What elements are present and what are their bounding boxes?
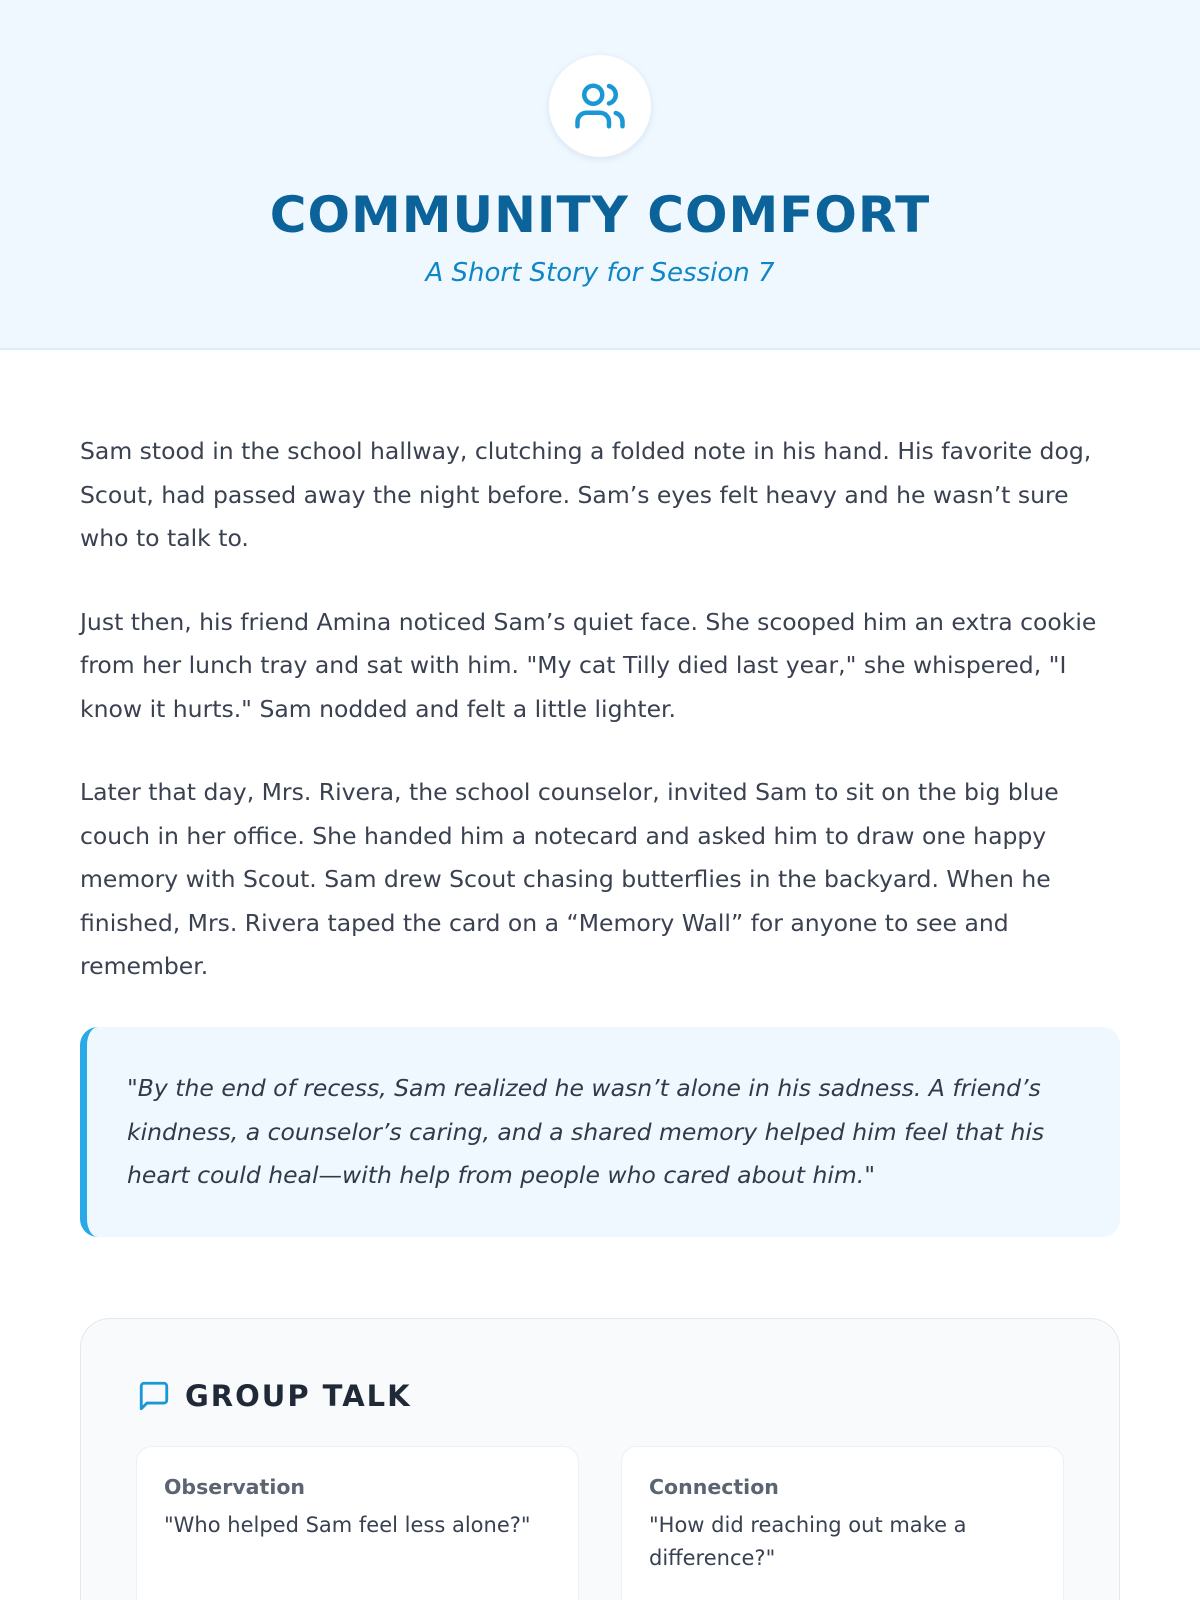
- story-quote: [80, 1027, 1120, 1237]
- page-header: [0, 0, 1200, 350]
- story-body: [80, 430, 1120, 1029]
- story-paragraph: Sam stood in the school hallway, clutching a folded note in his hand. His favorite dog, Scout, had passed away the night before. Sam’s eyes felt heavy and he wasn’t sure who to talk to.: [80, 437, 1092, 552]
- logo-badge: [549, 55, 651, 157]
- users-icon: [573, 79, 627, 133]
- question-card-connection: [621, 1446, 1064, 1600]
- card-question: "Who helped Sam feel less alone?": [164, 1513, 531, 1537]
- card-question: "How did reaching out make a difference?": [649, 1513, 967, 1570]
- story-paragraph: Just then, his friend Amina noticed Sam’s quiet face. She scooped him an extra cookie from her lunch tray and sat with him. "My cat Tilly died last year," she whispered, "I know it hurts." Sam nodded and felt a little lighter.: [80, 607, 1097, 723]
- story-paragraph: Later that day, Mrs. Rivera, the school counselor, invited Sam to sit on the big blue couch in her office. She handed him a notecard and asked him to draw one happy memory with Scout. Sam drew Scout chasing butterflies in the backyard. When he finished, Mrs. Rivera taped the card on a “Memory Wall” for anyone to see and remember.: [80, 778, 1059, 980]
- question-card-observation: [136, 1446, 579, 1600]
- group-talk-heading: [137, 1379, 412, 1413]
- page-subtitle: A Short Story for Session 7: [425, 258, 775, 288]
- card-label: Connection: [649, 1475, 779, 1499]
- page-title: COMMUNITY COMFORT: [269, 186, 931, 244]
- card-label: Observation: [164, 1475, 306, 1499]
- group-talk-panel: [80, 1318, 1120, 1600]
- group-talk-title: GROUP TALK: [185, 1379, 412, 1413]
- quote-text: "By the end of recess, Sam realized he wasn’t alone in his sadness. A friend’s kindness, a counselor’s caring, and a shared memory helped him feel that his heart could heal—with help from people who cared about him.": [127, 1074, 1045, 1189]
- message-square-icon: [137, 1379, 171, 1413]
